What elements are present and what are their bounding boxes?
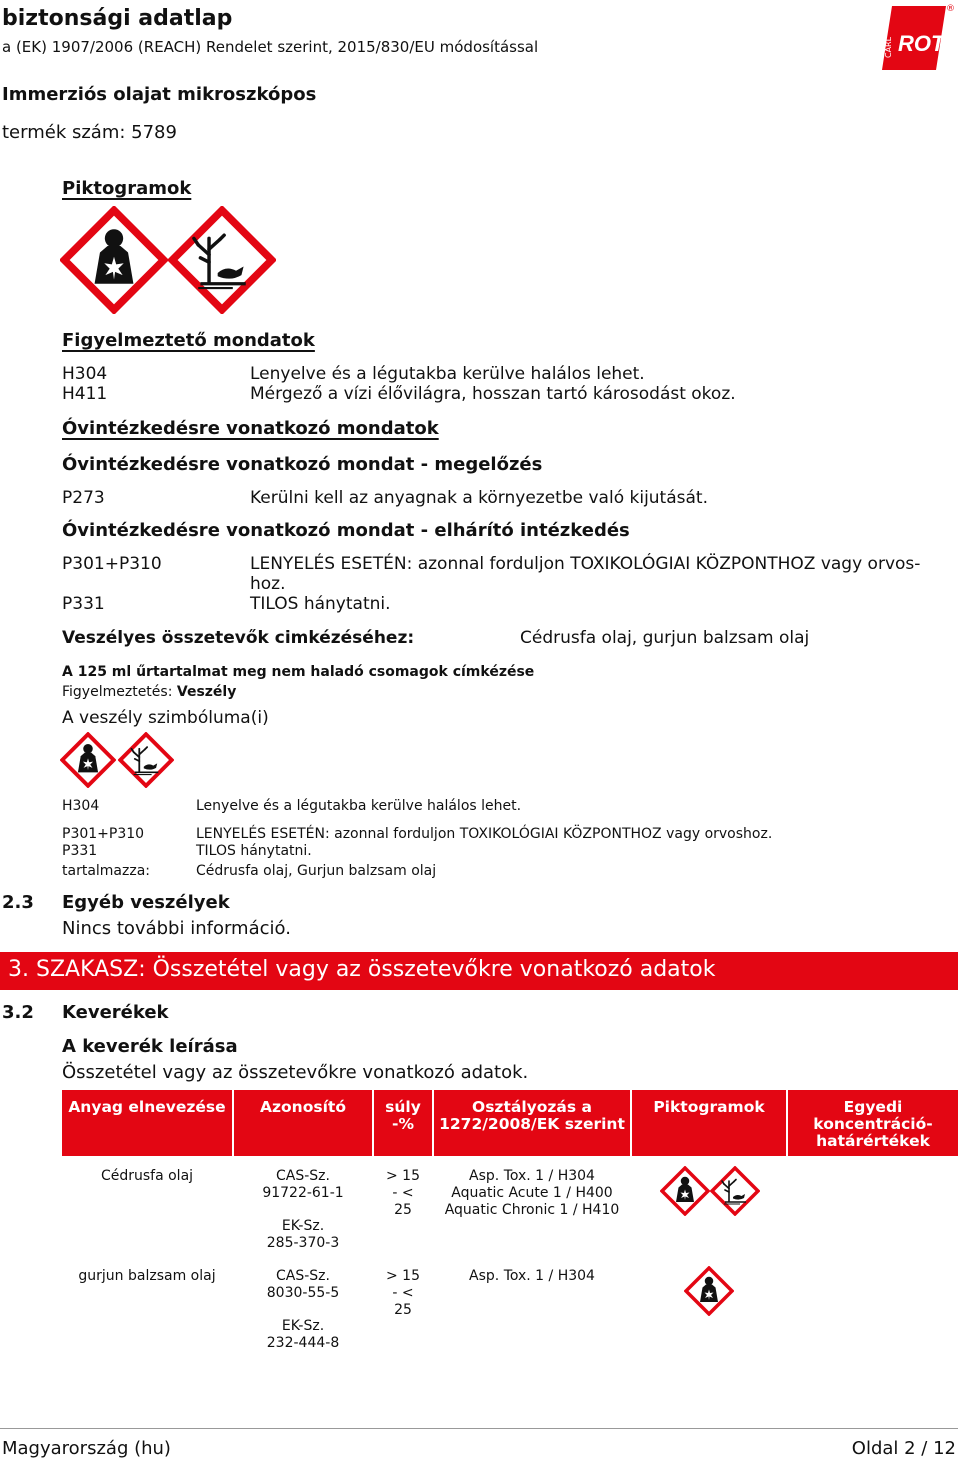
label-row-text: LENYELÉS ESETÉN: azonnal forduljon TOXIKOLÓGIAI KÖZPONTHOZ vagy orvoshoz.: [196, 826, 773, 842]
other-hazards-number: 2.3: [2, 892, 34, 913]
hazard-text: Lenyelve és a légutakba kerülve halálos lehet.: [250, 364, 645, 384]
prevention-title: Óvintézkedésre vonatkozó mondat - megelőzés: [62, 454, 543, 475]
mixture-description-title: A keverék leírása: [62, 1036, 238, 1057]
mixtures-number: 3.2: [2, 1002, 34, 1023]
weight-line: > 15: [386, 1168, 420, 1184]
cell-substance-name: gurjun balzsam olaj: [78, 1268, 216, 1284]
col-header-classification-line: 1272/2008/EK szerint: [439, 1115, 625, 1133]
col-header-limits-line: határértékek: [816, 1132, 930, 1150]
table-row: [0, 1160, 960, 1256]
weight-line: > 15: [386, 1268, 420, 1284]
signal-value: Veszély: [176, 684, 237, 700]
col-header-weight: [374, 1099, 432, 1133]
cell-classification: [434, 1168, 630, 1219]
health-hazard-icon: [660, 1166, 710, 1216]
label-row-code: P301+P310: [62, 826, 145, 842]
mixtures-title: Keverékek: [62, 1002, 169, 1023]
logo-side-text: CARL: [884, 36, 893, 58]
cell-identifier: [234, 1268, 372, 1352]
col-header-name: Anyag elnevezése: [68, 1098, 226, 1116]
precaution-text-continued: hoz.: [250, 574, 286, 594]
hazard-text: Mérgező a vízi élővilágra, hosszan tartó károsodást okoz.: [250, 384, 736, 404]
label-row-code: H304: [62, 798, 100, 814]
environment-hazard-icon: [168, 206, 276, 314]
environment-hazard-icon: [118, 732, 174, 788]
label-row-text: TILOS hánytatni.: [196, 843, 312, 859]
col-header-weight-line: súly: [385, 1098, 421, 1116]
weight-line: - <: [392, 1185, 414, 1201]
health-hazard-icon: [60, 206, 168, 314]
cell-substance-name: Cédrusfa olaj: [100, 1168, 194, 1184]
health-hazard-icon: [684, 1266, 734, 1316]
small-pack-title: A 125 ml űrtartalmat meg nem haladó csomagok címkézése: [62, 664, 535, 680]
footer-country: Magyarország (hu): [2, 1438, 171, 1459]
precautionary-title: Óvintézkedésre vonatkozó mondatok: [62, 418, 439, 439]
logo-registered: ®: [946, 4, 955, 14]
label-row-code: P331: [62, 843, 98, 859]
col-header-pictograms: Piktogramok: [653, 1098, 765, 1116]
hazard-symbols-label: A veszély szimbóluma(i): [62, 708, 269, 728]
hazard-code: H411: [62, 384, 108, 404]
classification-line: Asp. Tox. 1 / H304: [469, 1168, 595, 1184]
col-header-classification: [434, 1099, 630, 1133]
mixture-description-text: Összetétel vagy az összetevőkre vonatkozó adatok.: [62, 1062, 529, 1083]
label-row-text: Cédrusfa olaj, Gurjun balzsam olaj: [196, 863, 437, 879]
precaution-text: TILOS hánytatni.: [250, 594, 391, 614]
product-number: termék szám: 5789: [2, 122, 177, 143]
roth-logo: [878, 4, 960, 70]
other-hazards-title: Egyéb veszélyek: [62, 892, 230, 913]
cell-identifier: [234, 1168, 372, 1252]
ek-number: 232-444-8: [266, 1335, 340, 1351]
cell-weight: [374, 1168, 432, 1219]
logo-text: ROTH: [898, 31, 960, 56]
precaution-text: LENYELÉS ESETÉN: azonnal forduljon TOXIKOLÓGIAI KÖZPONTHOZ vagy orvos-: [250, 554, 921, 574]
hazardous-components-label: Veszélyes összetevők cimkézéséhez:: [62, 628, 415, 648]
cell-classification: [434, 1268, 630, 1285]
environment-hazard-icon: [710, 1166, 760, 1216]
document-title: biztonsági adatlap: [2, 6, 233, 31]
label-row-code: tartalmazza:: [62, 863, 150, 879]
cell-weight: [374, 1268, 432, 1319]
ek-label: EK-Sz.: [281, 1218, 325, 1234]
label-row-text: Lenyelve és a légutakba kerülve halálos lehet.: [196, 798, 522, 814]
cas-label: CAS-Sz.: [276, 1168, 330, 1184]
precaution-text: Kerülni kell az anyagnak a környezetbe való kijutását.: [250, 488, 708, 508]
col-header-weight-line: -%: [392, 1115, 414, 1133]
col-header-limits: [788, 1099, 958, 1150]
ek-label: EK-Sz.: [281, 1318, 325, 1334]
weight-line: 25: [394, 1302, 412, 1318]
signal-label: Figyelmeztetés:: [62, 684, 173, 700]
health-hazard-icon: [60, 732, 116, 788]
weight-line: 25: [394, 1202, 412, 1218]
cas-number: 8030-55-5: [266, 1285, 340, 1301]
cas-number: 91722-61-1: [262, 1185, 344, 1201]
hazard-statements-title: Figyelmeztető mondatok: [62, 330, 315, 351]
pictograms-title: Piktogramok: [62, 178, 192, 199]
col-header-classification-line: Osztályozás a: [472, 1098, 592, 1116]
hazard-code: H304: [62, 364, 108, 384]
other-hazards-text: Nincs további információ.: [62, 918, 291, 939]
col-header-limits-line: koncentráció-: [813, 1115, 933, 1133]
precaution-code: P331: [62, 594, 105, 614]
weight-line: - <: [392, 1285, 414, 1301]
precaution-code: P301+P310: [62, 554, 162, 574]
col-header-limits-line: Egyedi: [843, 1098, 903, 1116]
footer-rule: [0, 1428, 958, 1429]
footer-page-number: Oldal 2 / 12: [851, 1438, 956, 1459]
section3-title: 3. SZAKASZ: Összetétel vagy az összetevőkre vonatkozó adatok: [8, 957, 716, 982]
section3-header-bar: [0, 952, 958, 990]
precaution-code: P273: [62, 488, 105, 508]
classification-line: Aquatic Chronic 1 / H410: [444, 1202, 620, 1218]
product-name: Immerziós olajat mikroszkópos: [2, 84, 317, 105]
hazardous-components-value: Cédrusfa olaj, gurjun balzsam olaj: [520, 628, 810, 648]
ek-number: 285-370-3: [266, 1235, 340, 1251]
table-row: [0, 1260, 960, 1360]
response-title: Óvintézkedésre vonatkozó mondat - elhárító intézkedés: [62, 520, 630, 541]
classification-line: Aquatic Acute 1 / H400: [451, 1185, 613, 1201]
cas-label: CAS-Sz.: [276, 1268, 330, 1284]
regulation-subtitle: a (EK) 1907/2006 (REACH) Rendelet szerint, 2015/830/EU módosítással: [2, 38, 539, 56]
signal-word: [62, 684, 236, 700]
classification-line: Asp. Tox. 1 / H304: [469, 1268, 595, 1284]
col-header-identifier: Azonosító: [260, 1098, 346, 1116]
